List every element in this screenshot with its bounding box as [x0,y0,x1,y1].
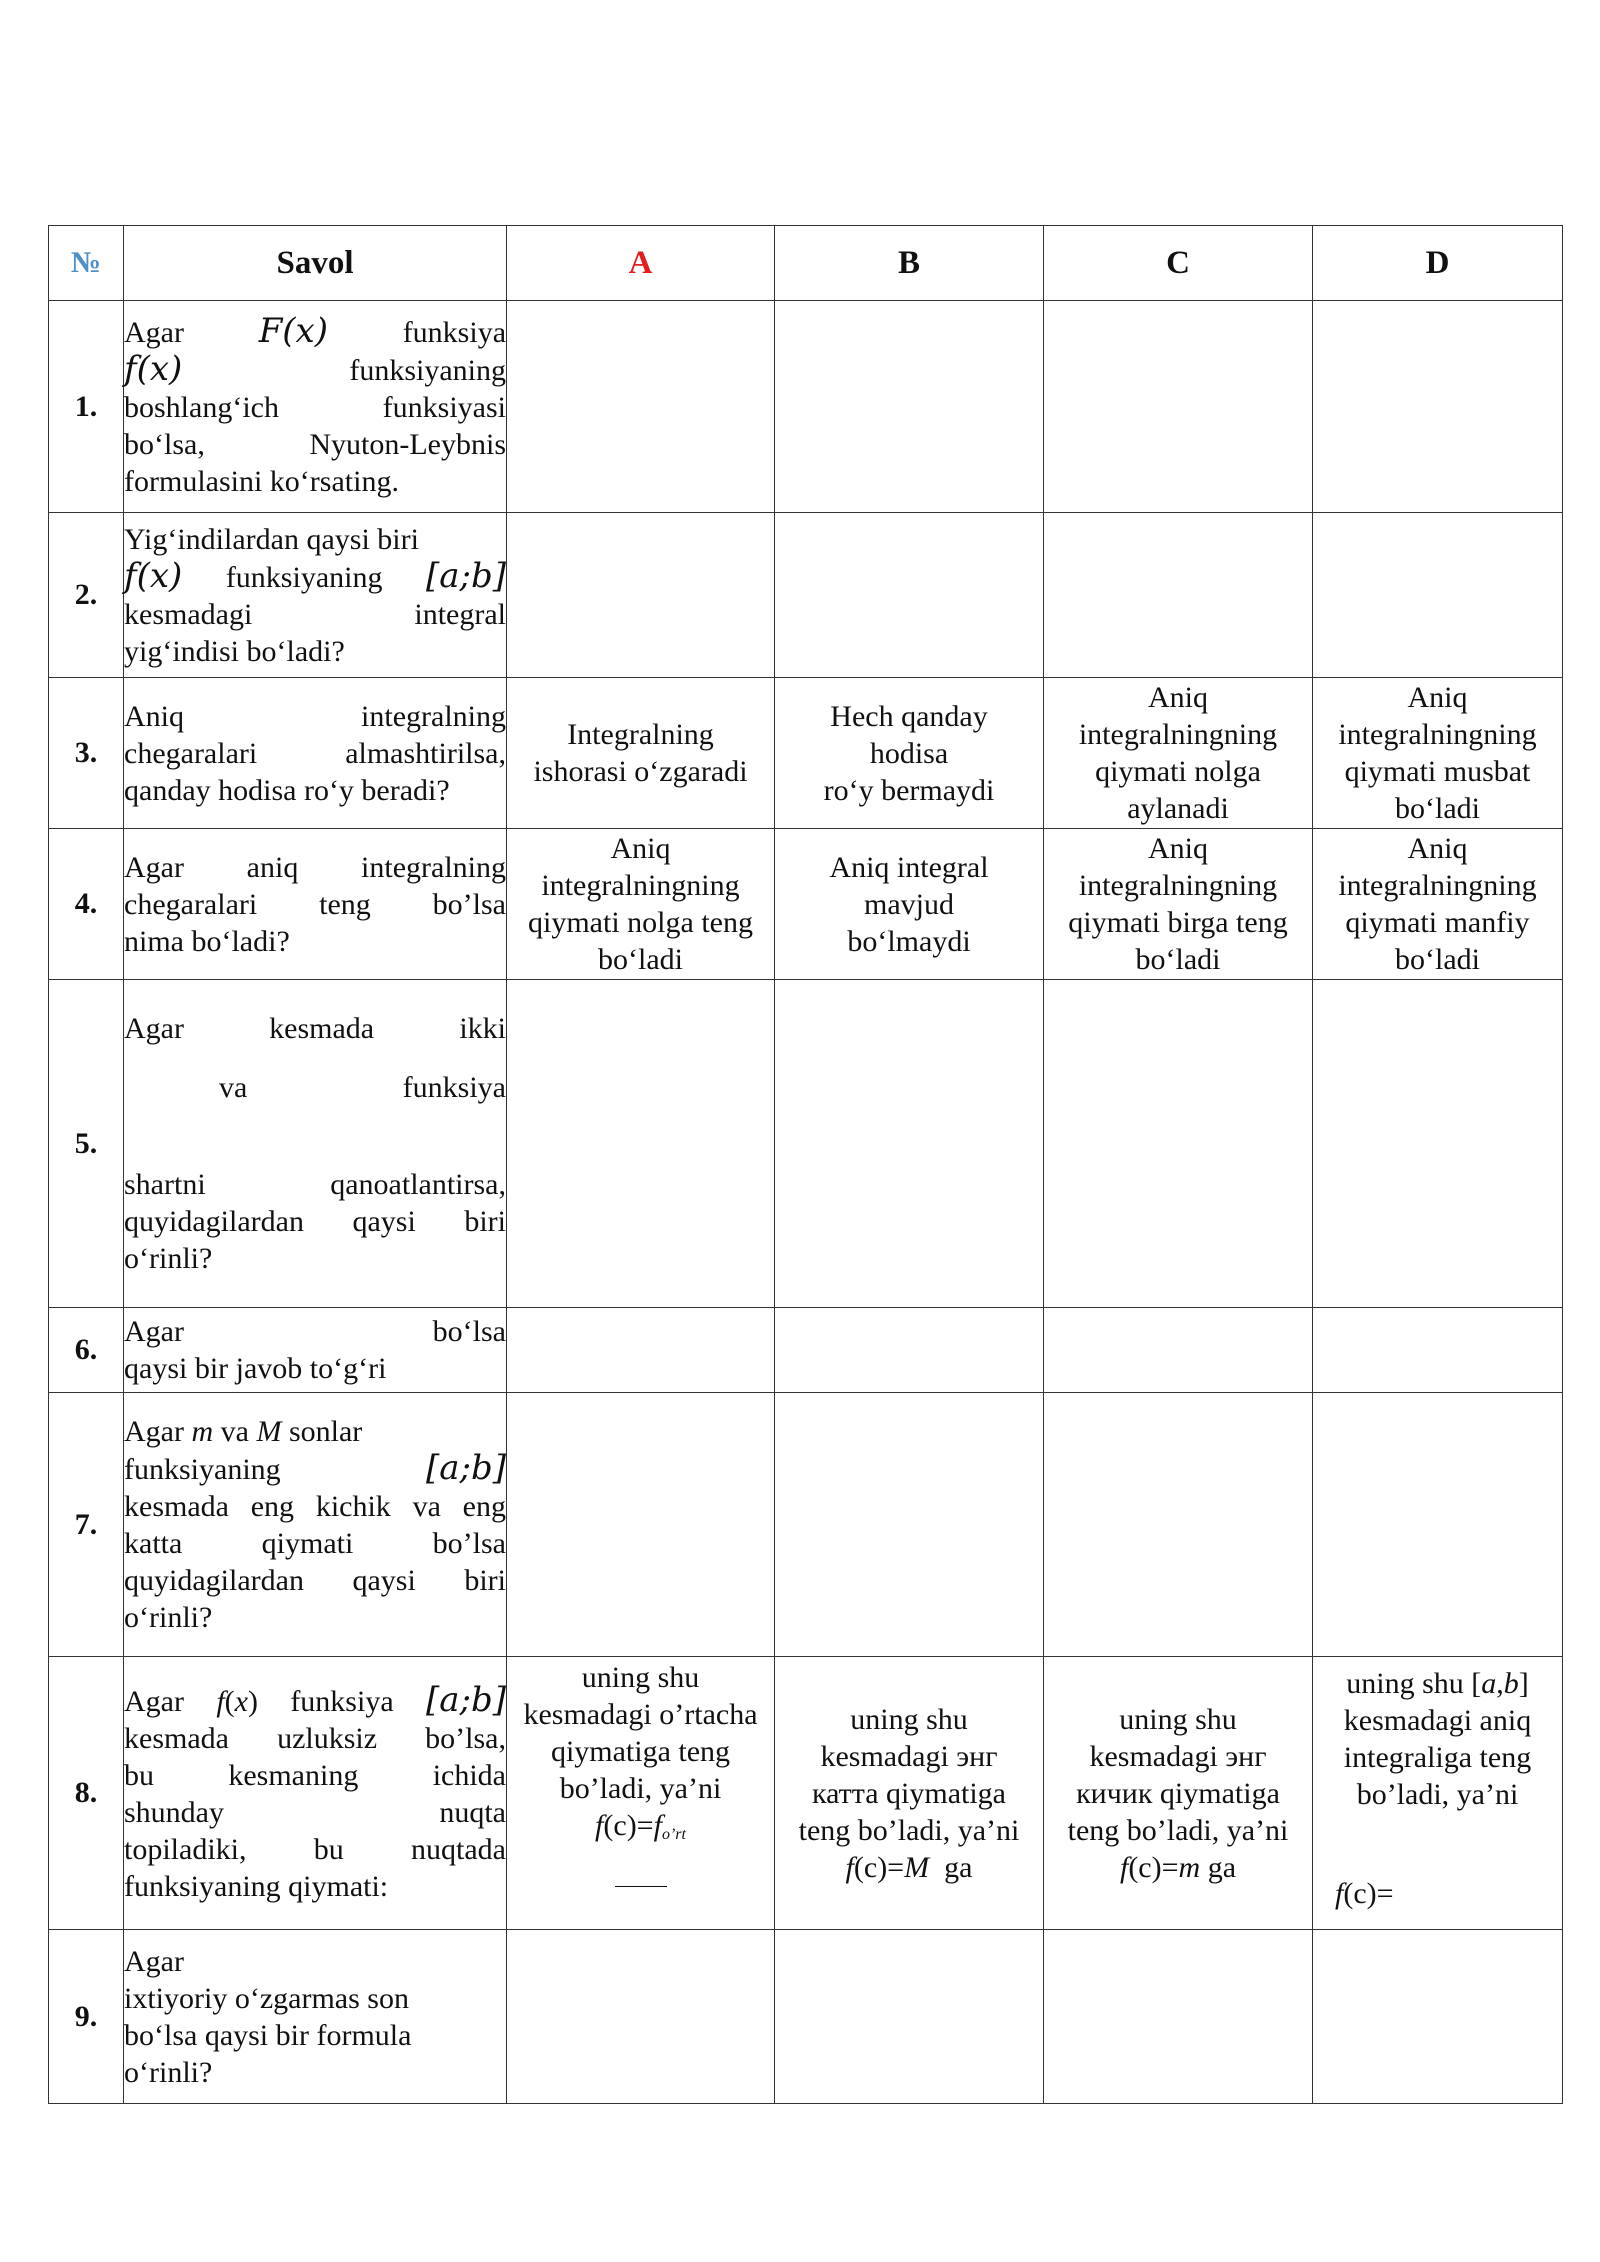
header-question: Savol [124,226,507,301]
option-c: uning shu kesmadagi энг кичик qiymatiga teng bo’ladi, ya’ni f(c)=m ga [1044,1657,1313,1930]
option-a [507,513,775,678]
test-table [48,225,1563,2104]
question-row [49,1308,1563,1393]
question-row [49,829,1563,980]
question-text: Agar aniq integralning chegaralari teng bo’lsa nima bo‘ladi? [124,829,507,980]
row-number: 3. [49,678,124,829]
row-number: 7. [49,1393,124,1657]
option-c: Aniq integralningning qiymati birga teng bo‘ladi [1044,829,1313,980]
option-c [1044,513,1313,678]
option-d [1313,980,1563,1308]
option-a [507,1393,775,1657]
row-number: 2. [49,513,124,678]
option-a: uning shu kesmadagi o’rtacha qiymatiga teng bo’ladi, ya’ni $f(c)=f_{o’rt}$ [507,1657,775,1930]
option-c [1044,301,1313,513]
option-d [1313,1393,1563,1657]
question-text: Agar kesmada ikki va funksiya shartni qanoatlantirsa, quyidagilardan qaysi biri o‘rinli? [124,980,507,1308]
option-c: Aniq integralningning qiymati nolga aylanadi [1044,678,1313,829]
header-option-a: A [507,226,775,301]
option-d [1313,1308,1563,1393]
row-number: 5. [49,980,124,1308]
question-row [49,1393,1563,1657]
option-c [1044,980,1313,1308]
row-number: 6. [49,1308,124,1393]
row-number: 9. [49,1930,124,2104]
question-text: Agar f(x) funksiya [a;b] kesmada uzluksiz bo’lsa, bu kesmaning ichida shunday nuqta topiladiki, bu nuqtada funksiyaning qiymati: [124,1657,507,1930]
question-row [49,513,1563,678]
formula: f(c)= [1335,1877,1394,1910]
question-text: Agar ixtiyoriy o‘zgarmas son bo‘lsa qaysi bir formula o‘rinli? [124,1930,507,2104]
option-a [507,1930,775,2104]
option-d: Aniq integralningning qiymati musbat bo‘ladi [1313,678,1563,829]
option-a [507,980,775,1308]
question-row [49,678,1563,829]
option-c [1044,1930,1313,2104]
question-text: Agar bo‘lsa qaysi bir javob to‘g‘ri [124,1308,507,1393]
question-text: Yig‘indilardan qaysi biri f(x) funksiyaning [a;b] kesmadagi integral yig‘indisi bo‘ladi? [124,513,507,678]
header-option-d: D [1313,226,1563,301]
question-row [49,301,1563,513]
option-b [775,1393,1044,1657]
question-text: Aniq integralning chegaralari almashtirilsa, qanday hodisa ro‘y beradi? [124,678,507,829]
question-row [49,1930,1563,2104]
option-b [775,513,1044,678]
row-number: 4. [49,829,124,980]
option-a: Aniq integralningning qiymati nolga teng bo‘ladi [507,829,775,980]
option-b [775,980,1044,1308]
header-option-b: B [775,226,1044,301]
option-b [775,301,1044,513]
question-text: Agar F(x) funksiya f(x) funksiyaning boshlang‘ich funksiyasi bo‘lsa, Nyuton-Leybnis formulasini ko‘rsating. [124,301,507,513]
formula: $f(c)=f_{o’rt}$ [595,1809,686,1843]
option-b: uning shu kesmadagi энг катта qiymatiga teng bo’ladi, ya’ni f(c)=M ga [775,1657,1044,1930]
header-row [49,226,1563,301]
formula: f(c)=M ga [845,1850,973,1884]
option-c [1044,1393,1313,1657]
option-c [1044,1308,1313,1393]
option-a: Integralning ishorasi o‘zgaradi [507,678,775,829]
formula: f(c)=m ga [1119,1850,1237,1884]
option-b [775,1308,1044,1393]
question-text: Agar m va M sonlar funksiyaning [a;b] kesmada eng kichik va eng katta qiymati bo’lsa quyidagilardan qaysi biri o‘rinli? [124,1393,507,1657]
header-number: № [49,226,124,301]
option-d [1313,513,1563,678]
option-d [1313,1930,1563,2104]
row-number: 1. [49,301,124,513]
header-option-c: C [1044,226,1313,301]
option-d: Aniq integralningning qiymati manfiy bo‘ladi [1313,829,1563,980]
option-d [1313,301,1563,513]
option-d: uning shu [a,b] kesmadagi aniq integraliga teng bo’ladi, ya’ni f(c)= [1313,1657,1563,1930]
option-a [507,301,775,513]
question-row [49,980,1563,1308]
option-b: Aniq integral mavjud bo‘lmaydi [775,829,1044,980]
question-row [49,1657,1563,1930]
option-a [507,1308,775,1393]
option-b [775,1930,1044,2104]
option-b: Hech qanday hodisa ro‘y bermaydi [775,678,1044,829]
formula-line [615,1876,667,1887]
row-number: 8. [49,1657,124,1930]
